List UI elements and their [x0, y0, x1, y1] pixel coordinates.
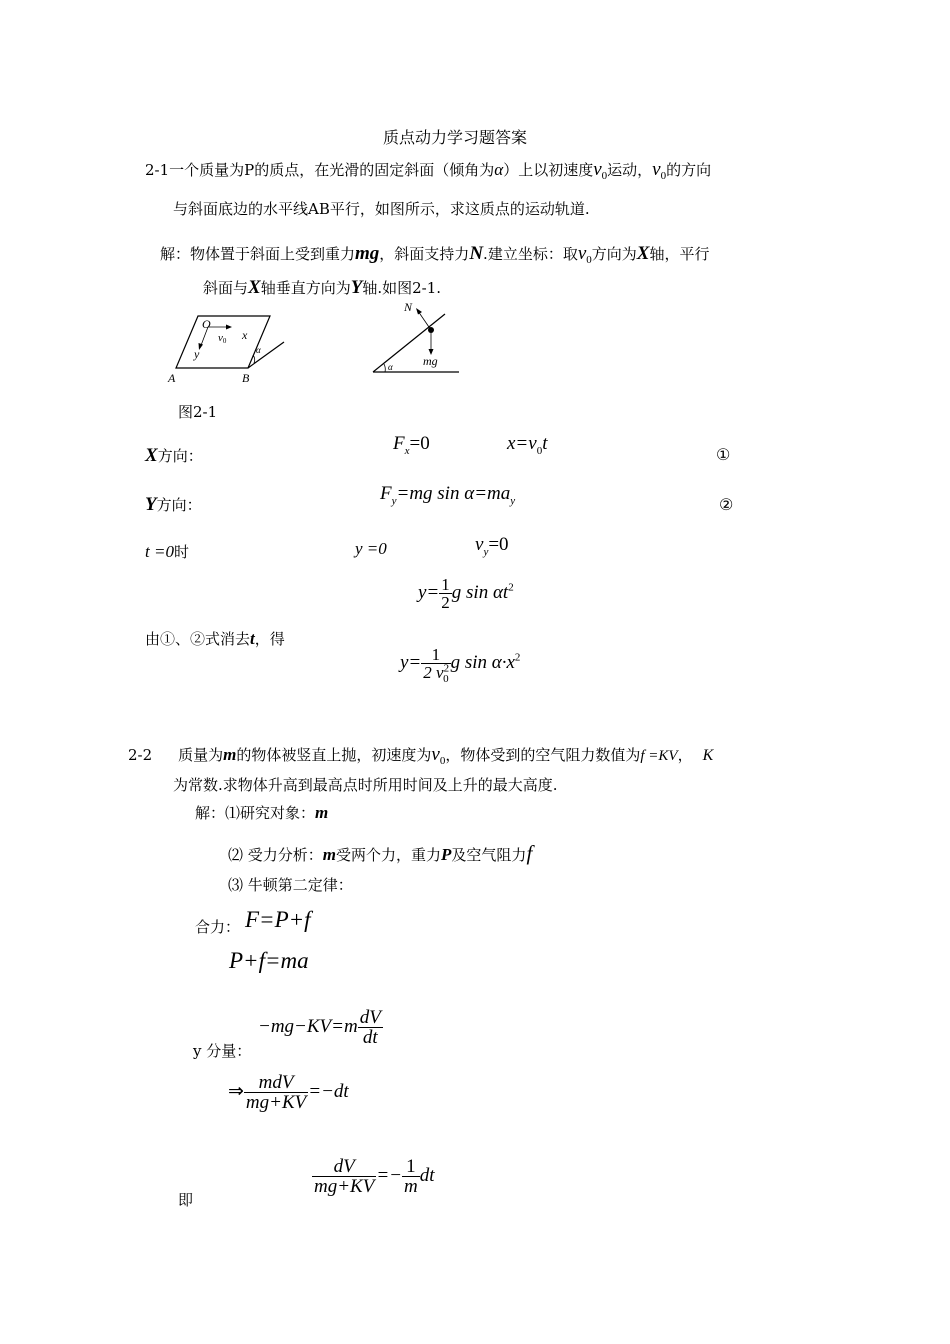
eq-marker-2: ②: [719, 495, 734, 514]
solution-2-1-line1: 解：物体置于斜面上受到重力mg，斜面支持力N.建立坐标：取$v_0$方向为X轴，平行: [160, 243, 710, 266]
label-v0: v0: [218, 332, 227, 345]
net-force-label: 合力：: [195, 918, 241, 936]
label-y: y: [194, 347, 200, 361]
y-component-label: y 分量：: [193, 1042, 252, 1060]
label-mg: mg: [423, 354, 438, 368]
label-N: N: [404, 300, 413, 314]
problem-number: 2-2: [128, 746, 153, 764]
eq-y-component: −mg−KV=m $\frac{dV}{dt}$: [258, 1007, 381, 1048]
step-2: ⑵ 受力分析：m受两个力，重力P及空气阻力f: [228, 841, 533, 865]
label-alpha: α: [388, 362, 393, 372]
problem-2-1-line2: 与斜面底边的水平线AB平行，如图所示，求这质点的运动轨道.: [173, 200, 590, 218]
label-alpha: α: [256, 345, 261, 355]
elimination-text: 由①、②式消去t，得: [145, 629, 285, 648]
figure-force-diagram: [365, 296, 465, 378]
eq-separated: ⇒ $\frac{\text{mdV}}{mg+KV}$ =−dt: [228, 1072, 349, 1113]
page-title: 质点动力学习题答案: [383, 128, 528, 147]
label-B: B: [242, 371, 250, 385]
figure-inclined-plane: [160, 308, 295, 388]
initial-y: y =0: [355, 539, 387, 558]
ji-label: 即: [178, 1191, 194, 1209]
x-direction-label: X方向：: [145, 445, 203, 466]
eq-final: $\frac{dV}{mg+KV}$ =− $\frac{1}{m}$ dt: [314, 1156, 435, 1197]
initial-vy: $v_y=0$: [475, 534, 509, 558]
problem-2-1-line1: 2-1一个质量为P的质点，在光滑的固定斜面（倾角为α）上以初速度$v_0$运动，$v_0$的方向: [145, 159, 712, 182]
label-x: x: [242, 328, 248, 342]
y-direction-label: Y方向：: [145, 494, 202, 515]
step-3: ⑶ 牛顿第二定律：: [228, 876, 353, 894]
eq-newton: P+f=ma: [229, 948, 309, 973]
label-A: A: [168, 371, 176, 385]
eq-marker-1: ①: [716, 445, 731, 464]
figure-caption: 图2-1: [178, 403, 218, 421]
initial-time: t =0时: [145, 542, 189, 561]
problem-number: 2-1: [145, 161, 170, 179]
eq-fy: $F_y=mg$ $\sin \alpha=ma_y$: [380, 483, 516, 507]
eq-y-of-t: y= $\frac{1}{2}$ g $\sin \alpha t^2$: [418, 575, 514, 612]
eq-fx: $F_x=0$: [393, 433, 430, 457]
eq-net-force: F=P+f: [245, 907, 311, 932]
eq-x: $x=v_0t$: [507, 433, 548, 457]
step-1: 解：⑴研究对象：m: [195, 803, 329, 822]
solution-2-1-line2: 斜面与X轴垂直方向为Y轴.如图2-1.: [203, 277, 442, 298]
label-O: O: [202, 317, 211, 331]
problem-2-2-line1: 2-2 质量为m的物体被竖直上抛，初速度为$v_0$，物体受到的空气阻力数值为f =KV， K: [128, 744, 714, 767]
problem-2-2-line2: 为常数.求物体升高到最高点时所用时间及上升的最大高度.: [173, 776, 558, 794]
eq-trajectory: y= $\frac{1}{2 v^2_0}$ g $\sin \alpha\cdot x^2$: [400, 645, 521, 686]
